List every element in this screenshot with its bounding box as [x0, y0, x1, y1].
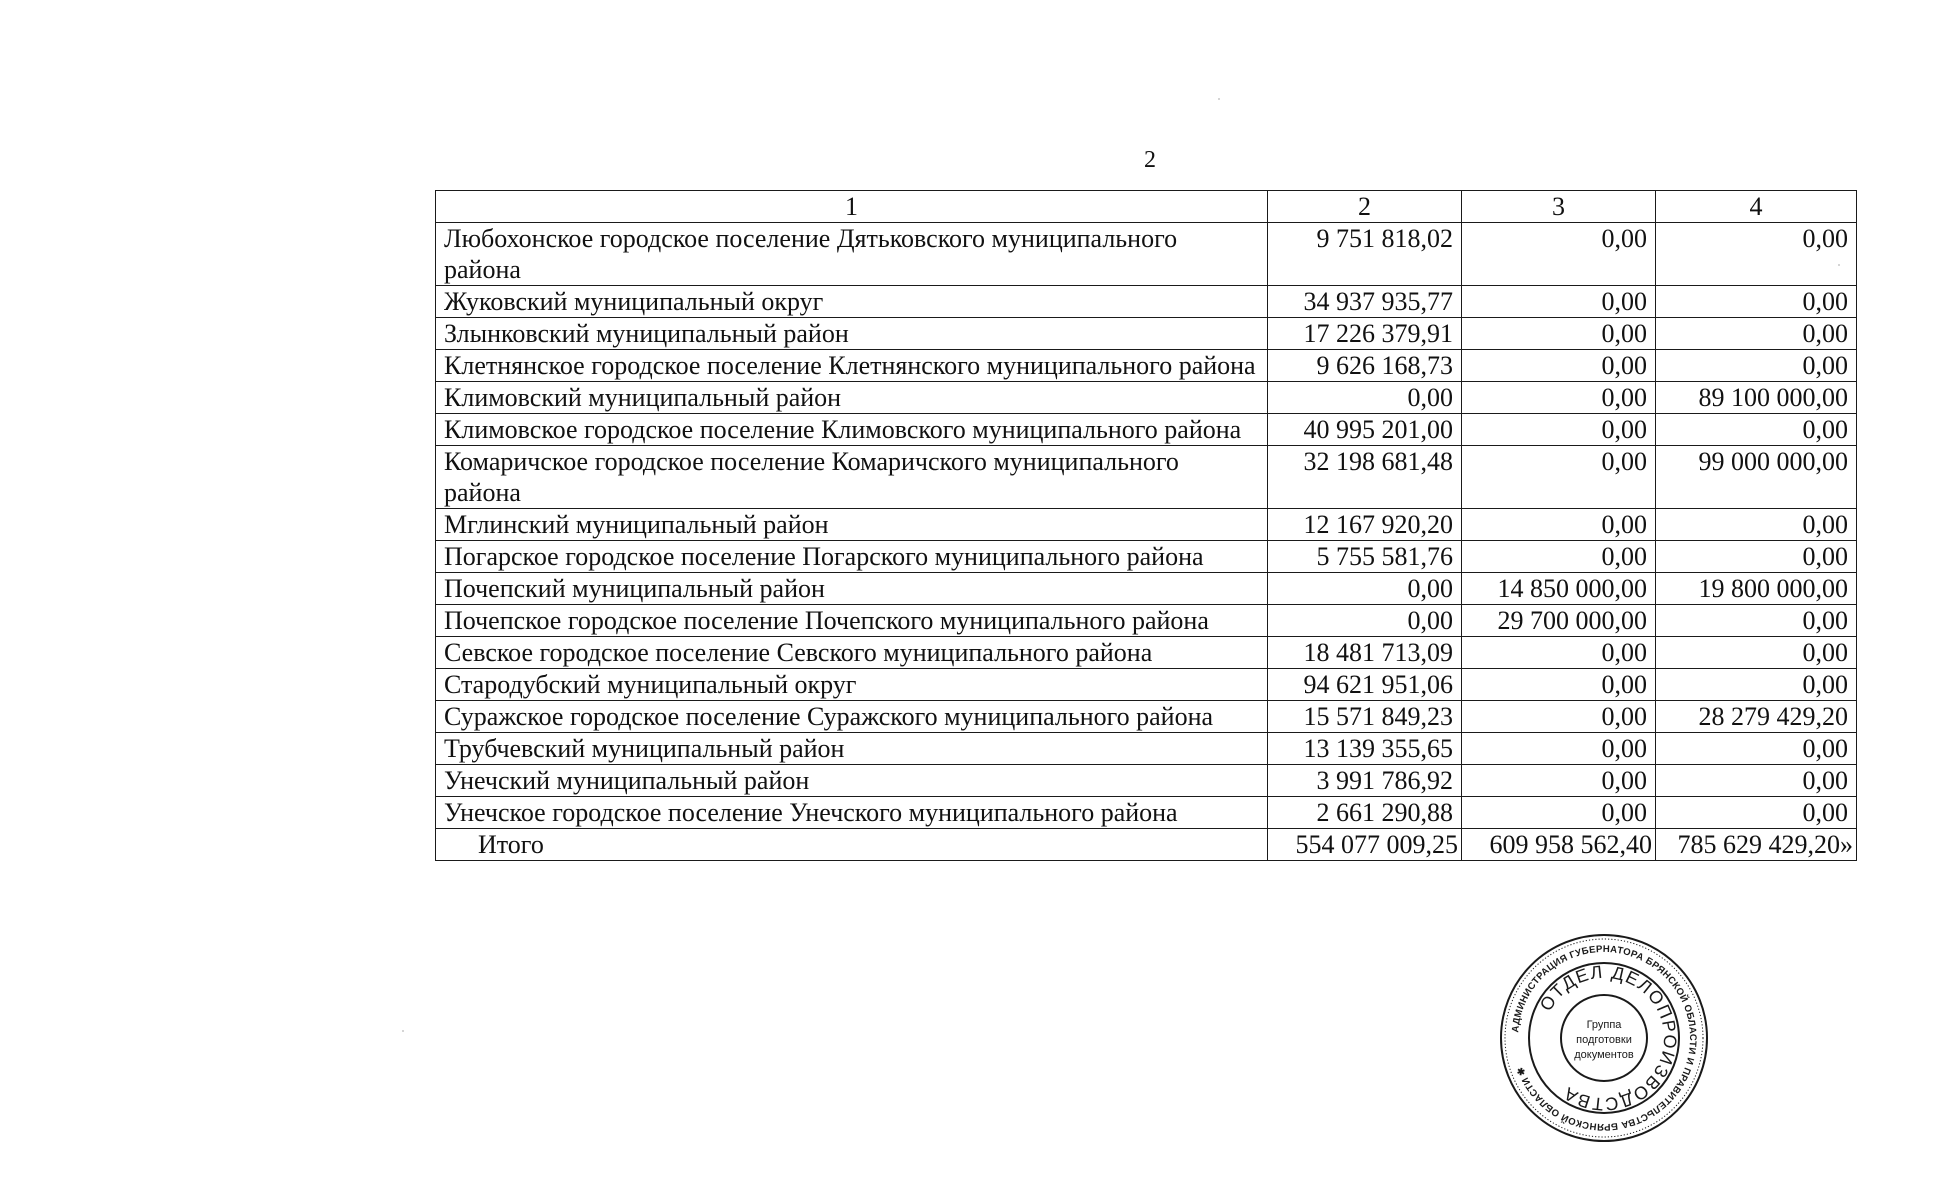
amount-col-4: 0,00 — [1656, 414, 1857, 446]
total-col-4: 785 629 429,20» — [1656, 829, 1857, 861]
column-header-3: 3 — [1462, 191, 1656, 223]
table-row — [436, 605, 1857, 637]
stamp-center-line-2: подготовки — [1576, 1034, 1632, 1046]
municipality-name: Злынковский муниципальный район — [436, 318, 1268, 350]
amount-col-3: 0,00 — [1462, 637, 1656, 669]
amount-col-3: 0,00 — [1462, 509, 1656, 541]
amount-col-3: 0,00 — [1462, 382, 1656, 414]
municipality-name: Унечское городское поселение Унечского муниципального района — [436, 797, 1268, 829]
amount-col-3: 0,00 — [1462, 541, 1656, 573]
official-stamp — [1499, 933, 1709, 1143]
municipality-name: Стародубский муниципальный округ — [436, 669, 1268, 701]
amount-col-2: 0,00 — [1268, 573, 1462, 605]
amount-col-4: 0,00 — [1656, 223, 1857, 286]
amount-col-2: 0,00 — [1268, 605, 1462, 637]
amount-col-3: 0,00 — [1462, 350, 1656, 382]
amount-col-2: 9 626 168,73 — [1268, 350, 1462, 382]
municipality-name: Клетнянское городское поселение Клетнянского муниципального района — [436, 350, 1268, 382]
amount-col-4: 99 000 000,00 — [1656, 446, 1857, 509]
amount-col-2: 40 995 201,00 — [1268, 414, 1462, 446]
amount-col-3: 0,00 — [1462, 733, 1656, 765]
amount-col-2: 3 991 786,92 — [1268, 765, 1462, 797]
amount-col-2: 5 755 581,76 — [1268, 541, 1462, 573]
amount-col-3: 0,00 — [1462, 414, 1656, 446]
amount-col-2: 94 621 951,06 — [1268, 669, 1462, 701]
amount-col-3: 29 700 000,00 — [1462, 605, 1656, 637]
amount-col-4: 0,00 — [1656, 605, 1857, 637]
amount-col-3: 0,00 — [1462, 765, 1656, 797]
amount-col-2: 17 226 379,91 — [1268, 318, 1462, 350]
page-number: 2 — [1144, 147, 1156, 173]
amount-col-2: 0,00 — [1268, 382, 1462, 414]
table-row — [436, 733, 1857, 765]
table-row — [436, 350, 1857, 382]
amount-col-4: 89 100 000,00 — [1656, 382, 1857, 414]
municipality-name: Почепский муниципальный район — [436, 573, 1268, 605]
amount-col-4: 0,00 — [1656, 318, 1857, 350]
table-header-row — [436, 191, 1857, 223]
municipality-name: Почепское городское поселение Почепского муниципального района — [436, 605, 1268, 637]
scan-speck — [1218, 98, 1220, 100]
municipality-name: Суражское городское поселение Суражского муниципального района — [436, 701, 1268, 733]
municipality-name: Севское городское поселение Севского муниципального района — [436, 637, 1268, 669]
amount-col-4: 0,00 — [1656, 541, 1857, 573]
amount-col-4: 0,00 — [1656, 350, 1857, 382]
amount-col-2: 2 661 290,88 — [1268, 797, 1462, 829]
municipality-name: Климовское городское поселение Климовского муниципального района — [436, 414, 1268, 446]
total-label: Итого — [436, 829, 1268, 861]
scan-speck — [1838, 264, 1840, 266]
scan-speck — [402, 1030, 404, 1032]
amount-col-2: 34 937 935,77 — [1268, 286, 1462, 318]
table-row — [436, 573, 1857, 605]
column-header-1: 1 — [436, 191, 1268, 223]
stamp-outer-text: АДМИНИСТРАЦИЯ ГУБЕРНАТОРА БРЯНСКОЙ ОБЛАСТИ И ПРАВИТЕЛЬСТВА БРЯНСКОЙ ОБЛАСТИ ✱ — [1510, 943, 1699, 1133]
municipality-name: Погарское городское поселение Погарского муниципального района — [436, 541, 1268, 573]
amount-col-4: 0,00 — [1656, 765, 1857, 797]
municipality-name: Трубчевский муниципальный район — [436, 733, 1268, 765]
amount-col-2: 18 481 713,09 — [1268, 637, 1462, 669]
table-row — [436, 286, 1857, 318]
amount-col-3: 0,00 — [1462, 286, 1656, 318]
municipality-name: Комаричское городское поселение Комаричского муниципального района — [436, 446, 1268, 509]
amount-col-3: 0,00 — [1462, 446, 1656, 509]
amount-col-4: 0,00 — [1656, 637, 1857, 669]
amount-col-3: 0,00 — [1462, 701, 1656, 733]
amount-col-4: 19 800 000,00 — [1656, 573, 1857, 605]
municipality-name: Любохонское городское поселение Дятьковского муниципального района — [436, 223, 1268, 286]
total-col-2: 554 077 009,25 — [1268, 829, 1462, 861]
municipality-name: Унечский муниципальный район — [436, 765, 1268, 797]
amount-col-4: 0,00 — [1656, 286, 1857, 318]
total-col-3: 609 958 562,40 — [1462, 829, 1656, 861]
total-row — [436, 829, 1857, 861]
column-header-2: 2 — [1268, 191, 1462, 223]
stamp-center-line-3: документов — [1574, 1049, 1634, 1061]
amount-col-4: 0,00 — [1656, 733, 1857, 765]
table-row — [436, 541, 1857, 573]
table-row — [436, 223, 1857, 286]
table-row — [436, 509, 1857, 541]
amount-col-3: 0,00 — [1462, 318, 1656, 350]
amount-col-3: 0,00 — [1462, 669, 1656, 701]
amount-col-2: 13 139 355,65 — [1268, 733, 1462, 765]
table-row — [436, 414, 1857, 446]
amount-col-4: 0,00 — [1656, 797, 1857, 829]
amount-col-2: 9 751 818,02 — [1268, 223, 1462, 286]
municipality-name: Жуковский муниципальный округ — [436, 286, 1268, 318]
stamp-seal-icon — [1499, 933, 1709, 1143]
amount-col-3: 0,00 — [1462, 223, 1656, 286]
amount-col-4: 28 279 429,20 — [1656, 701, 1857, 733]
amount-col-3: 14 850 000,00 — [1462, 573, 1656, 605]
table-row — [436, 669, 1857, 701]
amount-col-3: 0,00 — [1462, 797, 1656, 829]
amount-col-4: 0,00 — [1656, 669, 1857, 701]
amount-col-2: 32 198 681,48 — [1268, 446, 1462, 509]
table-row — [436, 637, 1857, 669]
stamp-center-line-1: Группа — [1586, 1019, 1622, 1031]
table-row — [436, 318, 1857, 350]
table-row — [436, 701, 1857, 733]
municipality-name: Климовский муниципальный район — [436, 382, 1268, 414]
amount-col-4: 0,00 — [1656, 509, 1857, 541]
table-row — [436, 382, 1857, 414]
stamp-inner-text: ОТДЕЛ ДЕЛОПРОИЗВОДСТВА — [1535, 961, 1681, 1115]
table-row — [436, 765, 1857, 797]
table-row — [436, 446, 1857, 509]
table-body — [436, 223, 1857, 861]
amount-col-2: 15 571 849,23 — [1268, 701, 1462, 733]
amount-col-2: 12 167 920,20 — [1268, 509, 1462, 541]
table-row — [436, 797, 1857, 829]
municipality-name: Мглинский муниципальный район — [436, 509, 1268, 541]
column-header-4: 4 — [1656, 191, 1857, 223]
allocation-table — [435, 190, 1857, 861]
